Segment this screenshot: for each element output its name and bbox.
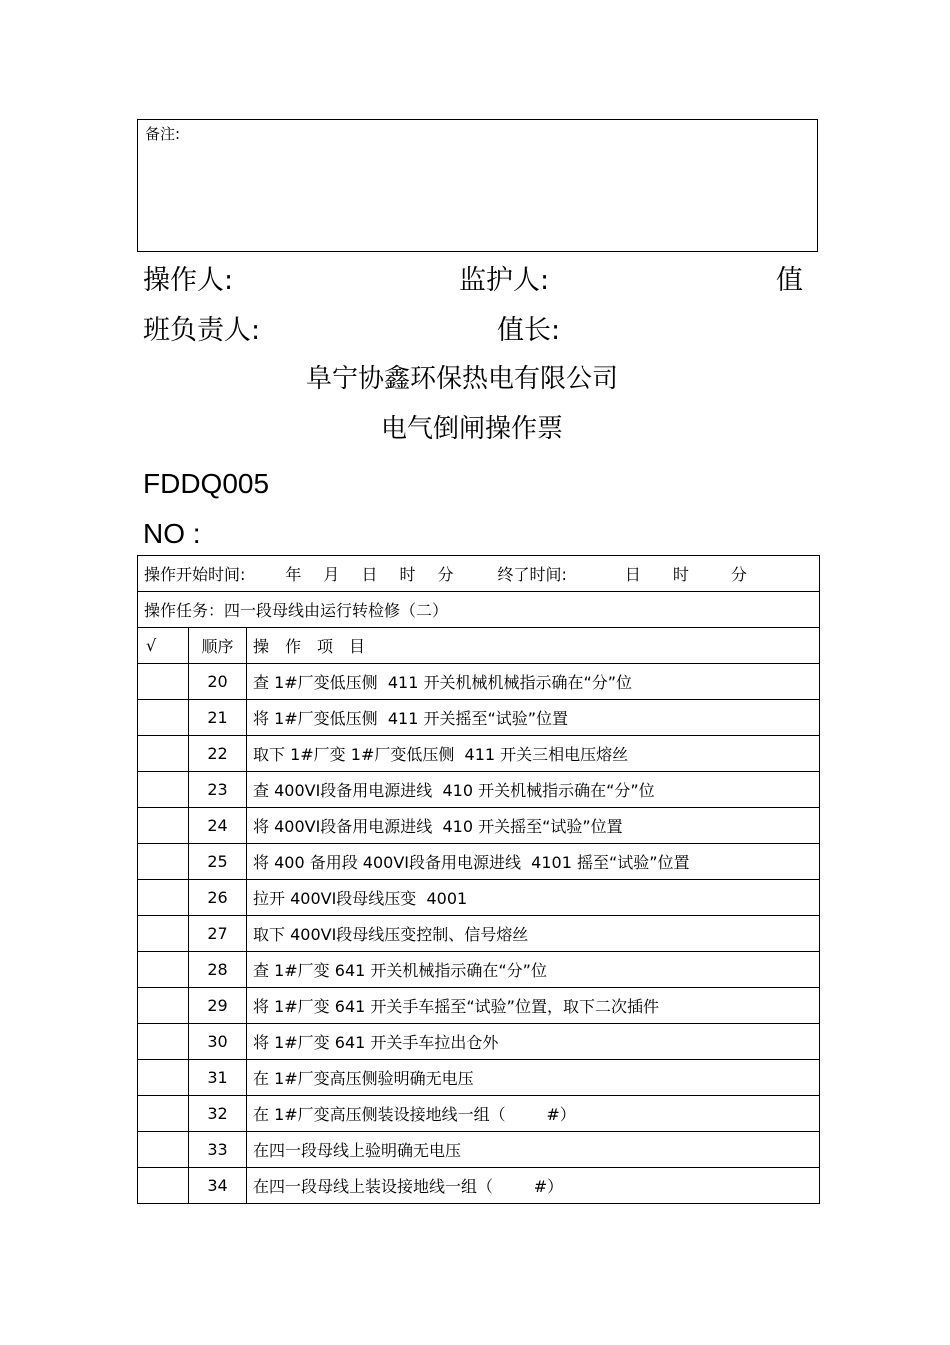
seq-cell: 22	[189, 736, 247, 772]
item-cell: 在 1#厂变高压侧验明确无电压	[247, 1060, 820, 1096]
company-name: 阜宁协鑫环保热电有限公司	[305, 364, 618, 394]
seq-cell: 34	[189, 1168, 247, 1204]
item-cell: 查 1#厂变低压侧 411 开关机械机械指示确在“分”位	[247, 664, 820, 700]
seq-cell: 31	[189, 1060, 247, 1096]
time-cell	[138, 556, 820, 592]
item-cell: 取下 400VⅠ段母线压变控制、信号熔丝	[247, 916, 820, 952]
check-cell	[138, 772, 189, 808]
ticket-number-label: NO :	[143, 518, 201, 549]
task-row	[138, 592, 820, 628]
duty-label: 值	[776, 265, 803, 296]
table-row	[138, 772, 820, 808]
check-cell	[138, 664, 189, 700]
item-cell: 将 400 备用段 400VⅠ段备用电源进线 4101 摇至“试验”位置	[247, 844, 820, 880]
shift-leader-label: 班负责人:	[143, 315, 261, 346]
item-cell: 拉开 400VⅠ段母线压变 4001	[247, 880, 820, 916]
table-row	[138, 700, 820, 736]
check-cell	[138, 1024, 189, 1060]
end-hour-label: 时	[672, 565, 689, 584]
seq-cell: 30	[189, 1024, 247, 1060]
item-column-header: 操 作 项 目	[247, 628, 820, 664]
check-cell	[138, 1132, 189, 1168]
seq-cell: 26	[189, 880, 247, 916]
year-label: 年	[285, 565, 302, 584]
end-minute-label: 分	[730, 565, 747, 584]
seq-cell: 24	[189, 808, 247, 844]
seq-cell: 33	[189, 1132, 247, 1168]
check-column-header: √	[138, 628, 189, 664]
seq-cell: 29	[189, 988, 247, 1024]
table-row	[138, 988, 820, 1024]
seq-cell: 27	[189, 916, 247, 952]
table-row	[138, 664, 820, 700]
month-label: 月	[323, 565, 340, 584]
item-cell: 将 1#厂变 641 开关手车摇至“试验”位置，取下二次插件	[247, 988, 820, 1024]
ticket-code: FDDQ005	[143, 468, 270, 499]
table-row	[138, 880, 820, 916]
item-cell: 将 1#厂变低压侧 411 开关摇至“试验”位置	[247, 700, 820, 736]
start-time-label: 操作开始时间:	[144, 565, 246, 584]
seq-cell: 21	[189, 700, 247, 736]
item-cell: 将 400VⅠ段备用电源进线 410 开关摇至“试验”位置	[247, 808, 820, 844]
column-header-row	[138, 628, 820, 664]
check-cell	[138, 700, 189, 736]
operator-label: 操作人:	[143, 265, 234, 296]
table-row	[138, 1024, 820, 1060]
day-label: 日	[361, 565, 378, 584]
seq-column-header: 顺序	[189, 628, 247, 664]
seq-cell: 20	[189, 664, 247, 700]
table-row	[138, 808, 820, 844]
end-time-label: 终了时间:	[497, 565, 567, 584]
check-cell	[138, 1096, 189, 1132]
task-label: 操作任务：	[144, 601, 225, 620]
table-row	[138, 736, 820, 772]
table-row	[138, 1096, 820, 1132]
table-row	[138, 1132, 820, 1168]
supervisor-label: 监护人:	[459, 265, 550, 296]
check-cell	[138, 880, 189, 916]
operation-table	[137, 555, 820, 1204]
remarks-box	[137, 119, 818, 252]
item-cell: 将 1#厂变 641 开关手车拉出仓外	[247, 1024, 820, 1060]
item-cell: 查 400VⅠ段备用电源进线 410 开关机械指示确在“分”位	[247, 772, 820, 808]
check-cell	[138, 952, 189, 988]
seq-cell: 25	[189, 844, 247, 880]
item-cell: 在 1#厂变高压侧装设接地线一组（ #）	[247, 1096, 820, 1132]
check-cell	[138, 988, 189, 1024]
task-value: 四一段母线由运行转检修（二）	[224, 601, 449, 620]
item-cell: 在四一段母线上验明确无电压	[247, 1132, 820, 1168]
hour-label: 时	[399, 565, 416, 584]
table-row	[138, 1060, 820, 1096]
item-cell: 在四一段母线上装设接地线一组（ #）	[247, 1168, 820, 1204]
table-row	[138, 1168, 820, 1204]
check-cell	[138, 1168, 189, 1204]
task-cell	[138, 592, 820, 628]
seq-cell: 32	[189, 1096, 247, 1132]
check-cell	[138, 1060, 189, 1096]
minute-label: 分	[437, 565, 454, 584]
seq-cell: 23	[189, 772, 247, 808]
check-cell	[138, 808, 189, 844]
duty-chief-label: 值长:	[497, 315, 561, 346]
table-row	[138, 916, 820, 952]
seq-cell: 28	[189, 952, 247, 988]
time-row	[138, 556, 820, 592]
table-row	[138, 844, 820, 880]
remarks-label: 备注:	[145, 125, 181, 143]
table-row	[138, 952, 820, 988]
check-cell	[138, 844, 189, 880]
check-cell	[138, 916, 189, 952]
check-cell	[138, 736, 189, 772]
item-cell: 取下 1#厂变 1#厂变低压侧 411 开关三相电压熔丝	[247, 736, 820, 772]
ticket-title: 电气倒闸操作票	[380, 414, 563, 444]
item-cell: 查 1#厂变 641 开关机械指示确在“分”位	[247, 952, 820, 988]
end-day-label: 日	[624, 565, 641, 584]
